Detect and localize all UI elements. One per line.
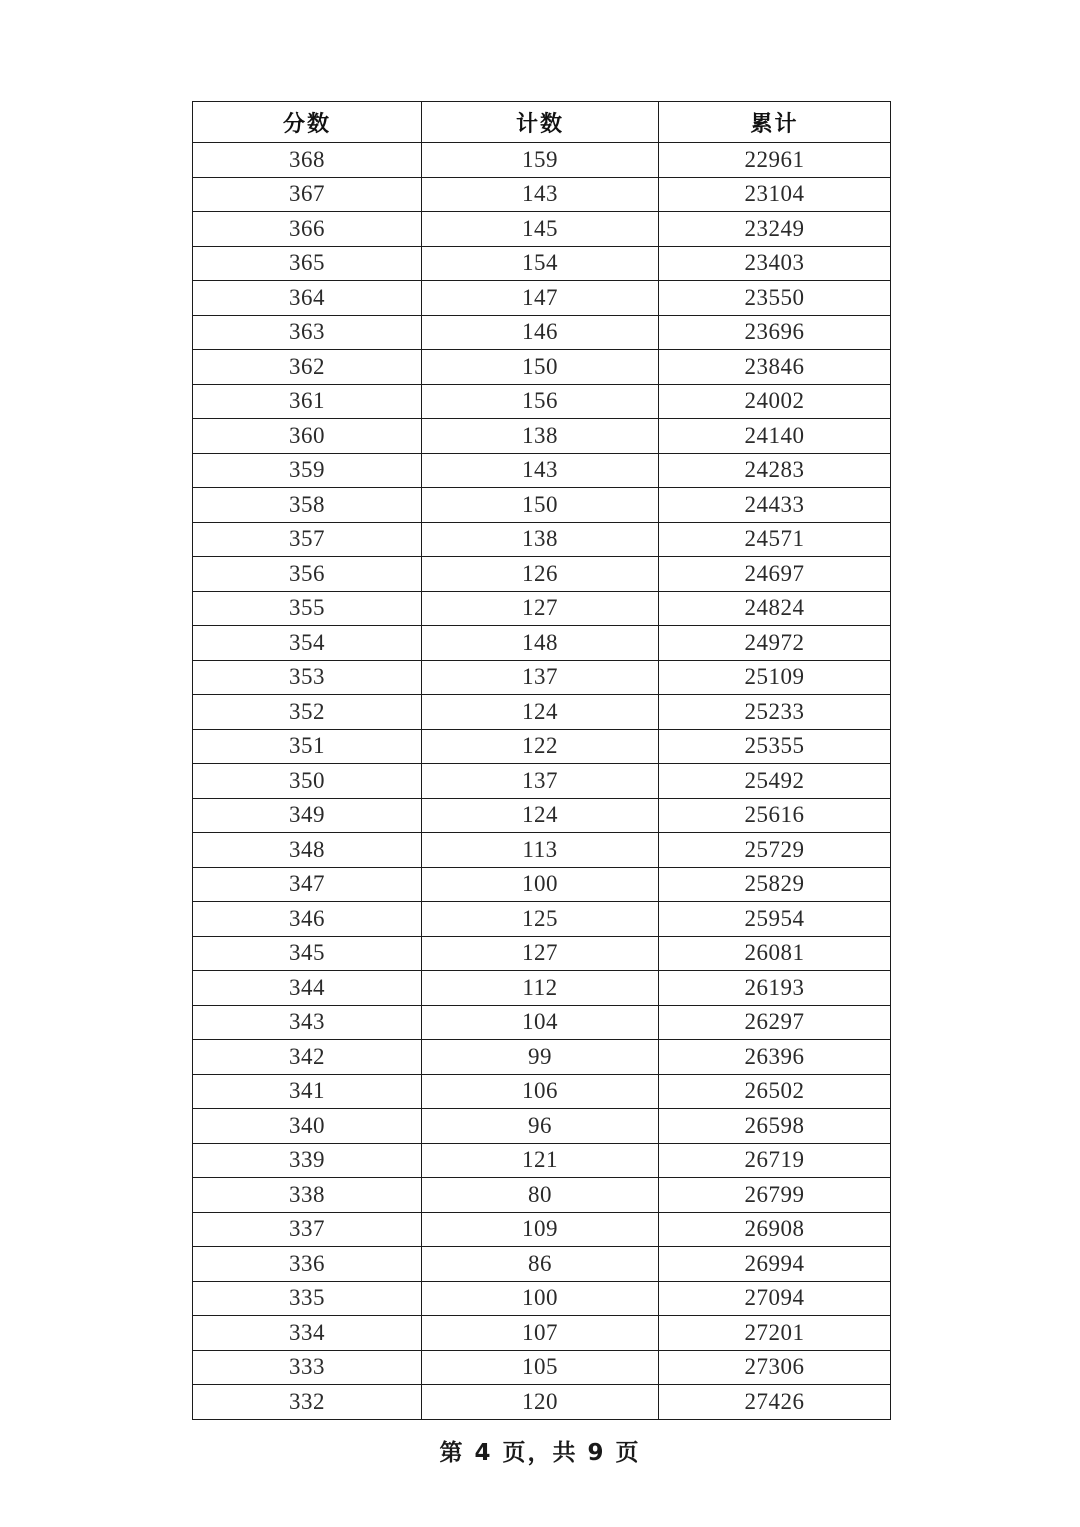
table-row: [193, 798, 891, 833]
cell-cumulative: 25829: [659, 867, 891, 902]
cell-cumulative: 26396: [659, 1040, 891, 1075]
cell-cumulative: 26994: [659, 1247, 891, 1282]
table-row: [193, 729, 891, 764]
cell-score: 355: [193, 591, 422, 626]
cell-count: 147: [422, 281, 659, 316]
cell-count: 121: [422, 1143, 659, 1178]
cell-score: 335: [193, 1281, 422, 1316]
cell-cumulative: 24972: [659, 626, 891, 661]
table-row: [193, 419, 891, 454]
table-row: [193, 522, 891, 557]
cell-count: 104: [422, 1005, 659, 1040]
table-row: [193, 1074, 891, 1109]
cell-count: 146: [422, 315, 659, 350]
cell-count: 105: [422, 1350, 659, 1385]
cell-score: 367: [193, 177, 422, 212]
cell-cumulative: 24824: [659, 591, 891, 626]
cell-score: 339: [193, 1143, 422, 1178]
cell-count: 143: [422, 453, 659, 488]
table-row: [193, 350, 891, 385]
table-row: [193, 1247, 891, 1282]
cell-cumulative: 26081: [659, 936, 891, 971]
page-footer: 第 4 页，共 9 页: [439, 1440, 641, 1466]
cell-count: 154: [422, 246, 659, 281]
cell-count: 145: [422, 212, 659, 247]
cell-score: 347: [193, 867, 422, 902]
cell-cumulative: 26598: [659, 1109, 891, 1144]
cell-cumulative: 22961: [659, 143, 891, 178]
cell-cumulative: 27306: [659, 1350, 891, 1385]
cell-count: 138: [422, 522, 659, 557]
table-row: [193, 246, 891, 281]
cell-count: 124: [422, 695, 659, 730]
table-row: [193, 902, 891, 937]
cell-count: 86: [422, 1247, 659, 1282]
cell-count: 143: [422, 177, 659, 212]
cell-score: 341: [193, 1074, 422, 1109]
cell-score: 364: [193, 281, 422, 316]
cell-count: 100: [422, 867, 659, 902]
cell-score: 343: [193, 1005, 422, 1040]
cell-score: 340: [193, 1109, 422, 1144]
cell-count: 96: [422, 1109, 659, 1144]
cell-cumulative: 27426: [659, 1385, 891, 1420]
cell-cumulative: 25109: [659, 660, 891, 695]
cell-score: 366: [193, 212, 422, 247]
cell-cumulative: 25729: [659, 833, 891, 868]
cell-score: 363: [193, 315, 422, 350]
cell-score: 333: [193, 1350, 422, 1385]
cell-count: 138: [422, 419, 659, 454]
cell-score: 354: [193, 626, 422, 661]
column-header-count: 计数: [422, 102, 659, 143]
cell-score: 360: [193, 419, 422, 454]
cell-cumulative: 24433: [659, 488, 891, 523]
cell-score: 350: [193, 764, 422, 799]
cell-score: 356: [193, 557, 422, 592]
table-row: [193, 143, 891, 178]
table-row: [193, 281, 891, 316]
cell-score: 337: [193, 1212, 422, 1247]
table-row: [193, 212, 891, 247]
cell-cumulative: 25954: [659, 902, 891, 937]
cell-cumulative: 26799: [659, 1178, 891, 1213]
cell-cumulative: 24002: [659, 384, 891, 419]
cell-score: 342: [193, 1040, 422, 1075]
cell-cumulative: 23249: [659, 212, 891, 247]
cell-count: 107: [422, 1316, 659, 1351]
table-row: [193, 695, 891, 730]
cell-cumulative: 25492: [659, 764, 891, 799]
cell-count: 109: [422, 1212, 659, 1247]
table-row: [193, 315, 891, 350]
column-header-cumulative: 累计: [659, 102, 891, 143]
cell-score: 351: [193, 729, 422, 764]
cell-cumulative: 24283: [659, 453, 891, 488]
table-row: [193, 1350, 891, 1385]
table-row: [193, 936, 891, 971]
cell-count: 99: [422, 1040, 659, 1075]
cell-cumulative: 26297: [659, 1005, 891, 1040]
cell-cumulative: 27094: [659, 1281, 891, 1316]
cell-score: 358: [193, 488, 422, 523]
cell-score: 348: [193, 833, 422, 868]
cell-cumulative: 27201: [659, 1316, 891, 1351]
cell-cumulative: 23846: [659, 350, 891, 385]
cell-count: 150: [422, 350, 659, 385]
table-row: [193, 1316, 891, 1351]
cell-score: 365: [193, 246, 422, 281]
cell-cumulative: 26719: [659, 1143, 891, 1178]
cell-score: 368: [193, 143, 422, 178]
table-row: [193, 1178, 891, 1213]
table-header: [193, 102, 891, 143]
table-row: [193, 1109, 891, 1144]
cell-cumulative: 23104: [659, 177, 891, 212]
cell-count: 120: [422, 1385, 659, 1420]
column-header-score: 分数: [193, 102, 422, 143]
cell-cumulative: 25616: [659, 798, 891, 833]
table-row: [193, 177, 891, 212]
table-header-row: [193, 102, 891, 143]
table-row: [193, 1212, 891, 1247]
table-row: [193, 867, 891, 902]
cell-score: 349: [193, 798, 422, 833]
score-distribution-table: [192, 101, 891, 1420]
cell-count: 126: [422, 557, 659, 592]
table-row: [193, 591, 891, 626]
cell-score: 352: [193, 695, 422, 730]
cell-count: 122: [422, 729, 659, 764]
table-row: [193, 488, 891, 523]
table-row: [193, 453, 891, 488]
cell-count: 159: [422, 143, 659, 178]
table-row: [193, 833, 891, 868]
cell-score: 338: [193, 1178, 422, 1213]
cell-count: 124: [422, 798, 659, 833]
cell-count: 113: [422, 833, 659, 868]
cell-count: 106: [422, 1074, 659, 1109]
cell-cumulative: 26502: [659, 1074, 891, 1109]
cell-cumulative: 25355: [659, 729, 891, 764]
table-row: [193, 384, 891, 419]
cell-cumulative: 23550: [659, 281, 891, 316]
table-row: [193, 626, 891, 661]
cell-count: 148: [422, 626, 659, 661]
cell-count: 150: [422, 488, 659, 523]
cell-cumulative: 24140: [659, 419, 891, 454]
table-row: [193, 660, 891, 695]
cell-count: 125: [422, 902, 659, 937]
cell-count: 156: [422, 384, 659, 419]
cell-score: 344: [193, 971, 422, 1006]
table-row: [193, 1143, 891, 1178]
table-row: [193, 764, 891, 799]
cell-score: 346: [193, 902, 422, 937]
cell-score: 362: [193, 350, 422, 385]
cell-score: 357: [193, 522, 422, 557]
cell-cumulative: 23696: [659, 315, 891, 350]
cell-cumulative: 25233: [659, 695, 891, 730]
cell-count: 127: [422, 936, 659, 971]
table-row: [193, 971, 891, 1006]
cell-cumulative: 23403: [659, 246, 891, 281]
table-row: [193, 1040, 891, 1075]
table-body: [193, 143, 891, 1420]
cell-score: 361: [193, 384, 422, 419]
cell-count: 80: [422, 1178, 659, 1213]
cell-score: 334: [193, 1316, 422, 1351]
cell-score: 332: [193, 1385, 422, 1420]
cell-score: 336: [193, 1247, 422, 1282]
cell-score: 345: [193, 936, 422, 971]
cell-cumulative: 24571: [659, 522, 891, 557]
cell-cumulative: 24697: [659, 557, 891, 592]
table-row: [193, 1281, 891, 1316]
table-row: [193, 1385, 891, 1420]
cell-cumulative: 26193: [659, 971, 891, 1006]
cell-count: 127: [422, 591, 659, 626]
table-row: [193, 1005, 891, 1040]
cell-count: 137: [422, 764, 659, 799]
table-row: [193, 557, 891, 592]
cell-score: 359: [193, 453, 422, 488]
cell-cumulative: 26908: [659, 1212, 891, 1247]
cell-score: 353: [193, 660, 422, 695]
cell-count: 112: [422, 971, 659, 1006]
cell-count: 100: [422, 1281, 659, 1316]
cell-count: 137: [422, 660, 659, 695]
